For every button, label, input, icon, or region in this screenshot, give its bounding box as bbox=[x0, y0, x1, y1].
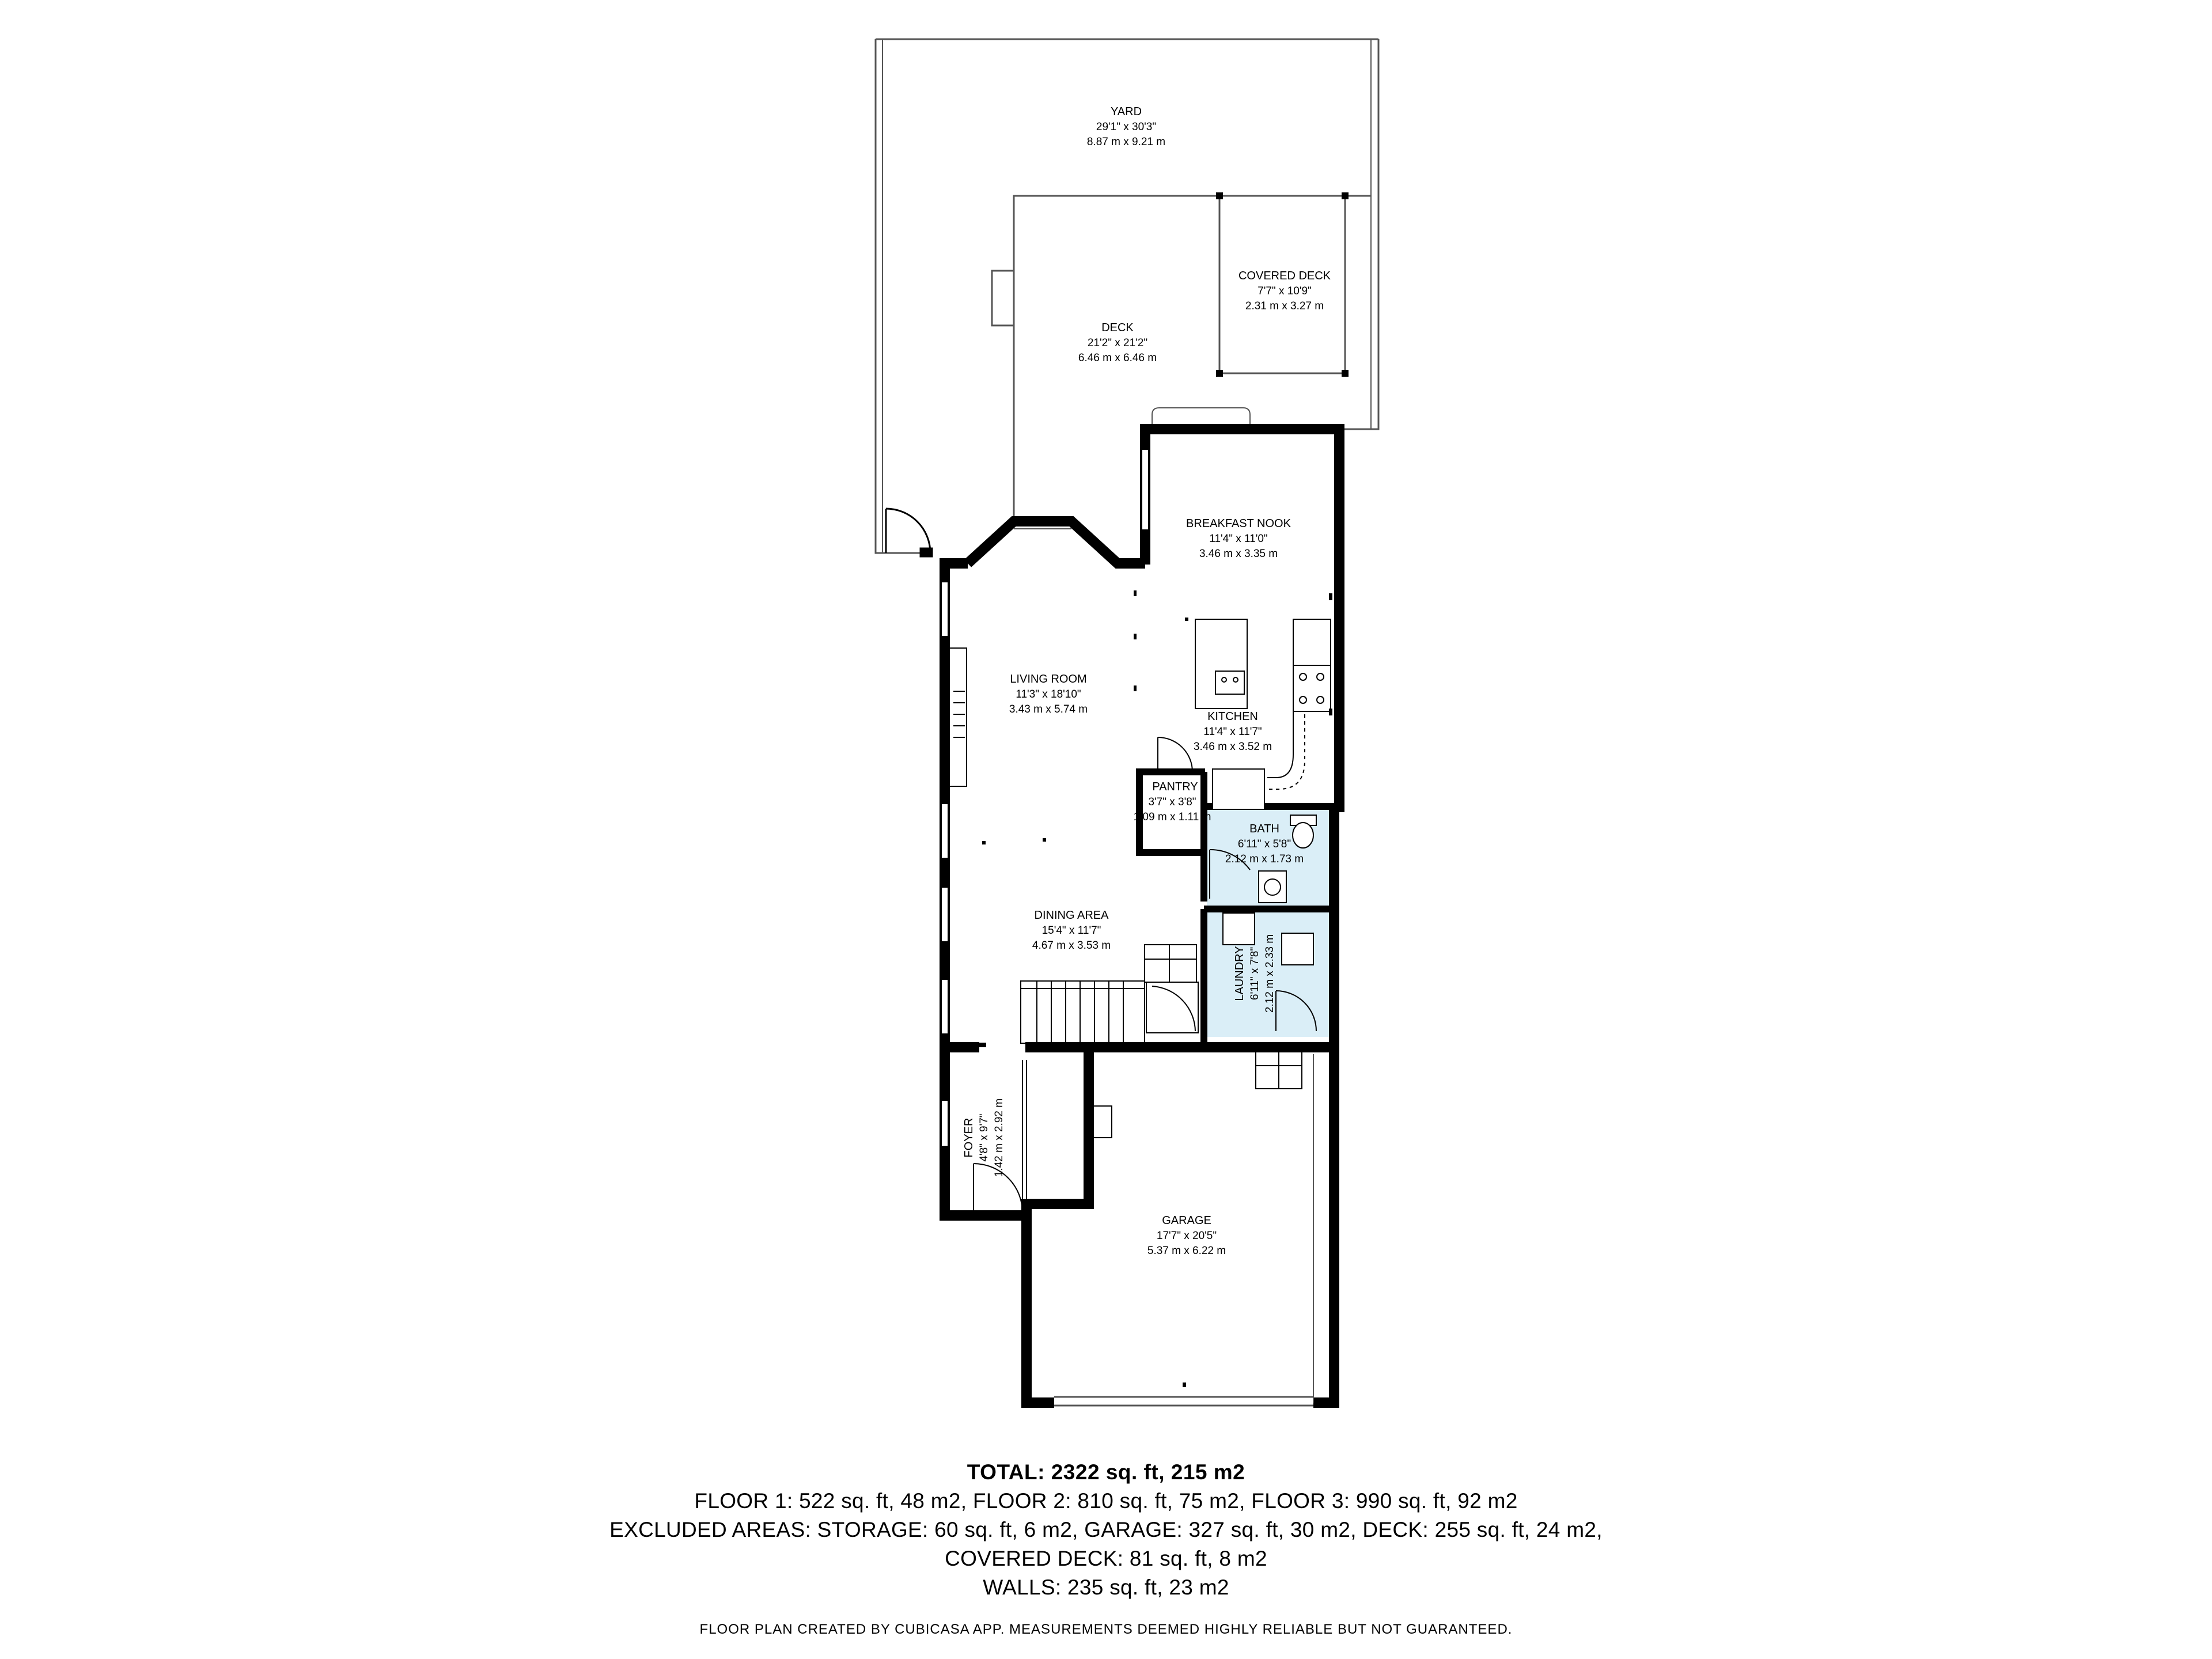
svg-text:6.46 m x 6.46 m: 6.46 m x 6.46 m bbox=[1078, 352, 1157, 364]
yard-door bbox=[886, 509, 932, 556]
label-covered-deck bbox=[1238, 270, 1331, 312]
walls-area: WALLS: 235 sq. ft, 23 m2 bbox=[983, 1575, 1229, 1599]
svg-text:FOYER: FOYER bbox=[963, 1118, 975, 1158]
label-garage bbox=[1147, 1214, 1226, 1257]
svg-text:5.37 m x 6.22 m: 5.37 m x 6.22 m bbox=[1147, 1245, 1226, 1257]
svg-text:COVERED DECK: COVERED DECK bbox=[1238, 270, 1331, 282]
svg-text:2.12 m x 2.33 m: 2.12 m x 2.33 m bbox=[1264, 934, 1276, 1013]
svg-text:6'11" x 7'8": 6'11" x 7'8" bbox=[1249, 946, 1261, 1001]
svg-text:LAUNDRY: LAUNDRY bbox=[1233, 946, 1246, 1001]
label-kitchen bbox=[1194, 710, 1272, 753]
disclaimer: FLOOR PLAN CREATED BY CUBICASA APP. MEASUREMENTS DEEMED HIGHLY RELIABLE BUT NOT GUARANTEED. bbox=[699, 1622, 1513, 1637]
svg-text:8.87 m x 9.21 m: 8.87 m x 9.21 m bbox=[1086, 136, 1166, 148]
svg-text:4'8" x 9'7": 4'8" x 9'7" bbox=[978, 1113, 990, 1162]
svg-text:4.67 m x 3.53 m: 4.67 m x 3.53 m bbox=[1032, 940, 1111, 952]
label-pantry bbox=[1134, 781, 1211, 823]
svg-text:17'7" x 20'5": 17'7" x 20'5" bbox=[1156, 1230, 1217, 1242]
label-yard bbox=[1087, 105, 1165, 148]
label-dining-area bbox=[1032, 909, 1111, 952]
svg-text:29'1" x 30'3": 29'1" x 30'3" bbox=[1096, 121, 1157, 133]
label-living-room bbox=[1009, 673, 1088, 715]
label-deck bbox=[1078, 321, 1157, 364]
svg-text:7'7" x 10'9": 7'7" x 10'9" bbox=[1257, 285, 1312, 297]
total-area: TOTAL: 2322 sq. ft, 215 m2 bbox=[967, 1460, 1245, 1484]
deck-outline bbox=[992, 196, 1371, 529]
svg-text:LIVING ROOM: LIVING ROOM bbox=[1010, 673, 1087, 685]
svg-text:KITCHEN: KITCHEN bbox=[1207, 710, 1258, 723]
svg-text:21'2" x 21'2": 21'2" x 21'2" bbox=[1087, 337, 1148, 349]
svg-text:1.09 m x 1.11 m: 1.09 m x 1.11 m bbox=[1133, 811, 1211, 823]
svg-text:3'7" x 3'8": 3'7" x 3'8" bbox=[1148, 796, 1196, 808]
svg-text:3.43 m x 5.74 m: 3.43 m x 5.74 m bbox=[1009, 703, 1088, 715]
floor-areas: FLOOR 1: 522 sq. ft, 48 m2, FLOOR 2: 810 sq. ft, 75 m2, FLOOR 3: 990 sq. ft, 92 m2 bbox=[694, 1489, 1518, 1513]
svg-text:11'4" x 11'0": 11'4" x 11'0" bbox=[1209, 533, 1268, 545]
svg-text:GARAGE: GARAGE bbox=[1162, 1214, 1211, 1227]
svg-text:3.46 m x 3.35 m: 3.46 m x 3.35 m bbox=[1199, 548, 1278, 560]
nook-window bbox=[1142, 449, 1149, 530]
label-breakfast-nook bbox=[1186, 517, 1291, 560]
covered-deck-posts bbox=[1216, 192, 1349, 377]
stairs bbox=[1021, 945, 1198, 1043]
svg-text:11'3" x 18'10": 11'3" x 18'10" bbox=[1016, 688, 1081, 700]
excluded-areas-cont: COVERED DECK: 81 sq. ft, 8 m2 bbox=[945, 1547, 1267, 1570]
svg-text:BREAKFAST NOOK: BREAKFAST NOOK bbox=[1186, 517, 1291, 530]
svg-text:DECK: DECK bbox=[1101, 321, 1134, 334]
svg-text:11'4" x 11'7": 11'4" x 11'7" bbox=[1203, 726, 1262, 738]
svg-text:DINING AREA: DINING AREA bbox=[1034, 909, 1109, 922]
excluded-areas: EXCLUDED AREAS: STORAGE: 60 sq. ft, 6 m2, GARAGE: 327 sq. ft, 30 m2, DECK: 255 sq. ft, 24 m2, bbox=[609, 1518, 1603, 1541]
garage-steps bbox=[1086, 1051, 1302, 1138]
svg-text:PANTRY: PANTRY bbox=[1152, 781, 1198, 793]
svg-text:2.31 m x 3.27 m: 2.31 m x 3.27 m bbox=[1245, 300, 1324, 312]
svg-text:BATH: BATH bbox=[1249, 823, 1279, 835]
svg-text:6'11" x 5'8": 6'11" x 5'8" bbox=[1237, 838, 1291, 850]
fireplace bbox=[949, 648, 967, 786]
svg-text:15'4" x 11'7": 15'4" x 11'7" bbox=[1041, 925, 1101, 937]
svg-text:3.46 m x 3.52 m: 3.46 m x 3.52 m bbox=[1193, 741, 1272, 753]
svg-text:1.42 m x 2.92 m: 1.42 m x 2.92 m bbox=[993, 1098, 1005, 1177]
svg-text:2.12 m x 1.73 m: 2.12 m x 1.73 m bbox=[1225, 853, 1304, 865]
svg-text:YARD: YARD bbox=[1110, 105, 1142, 118]
